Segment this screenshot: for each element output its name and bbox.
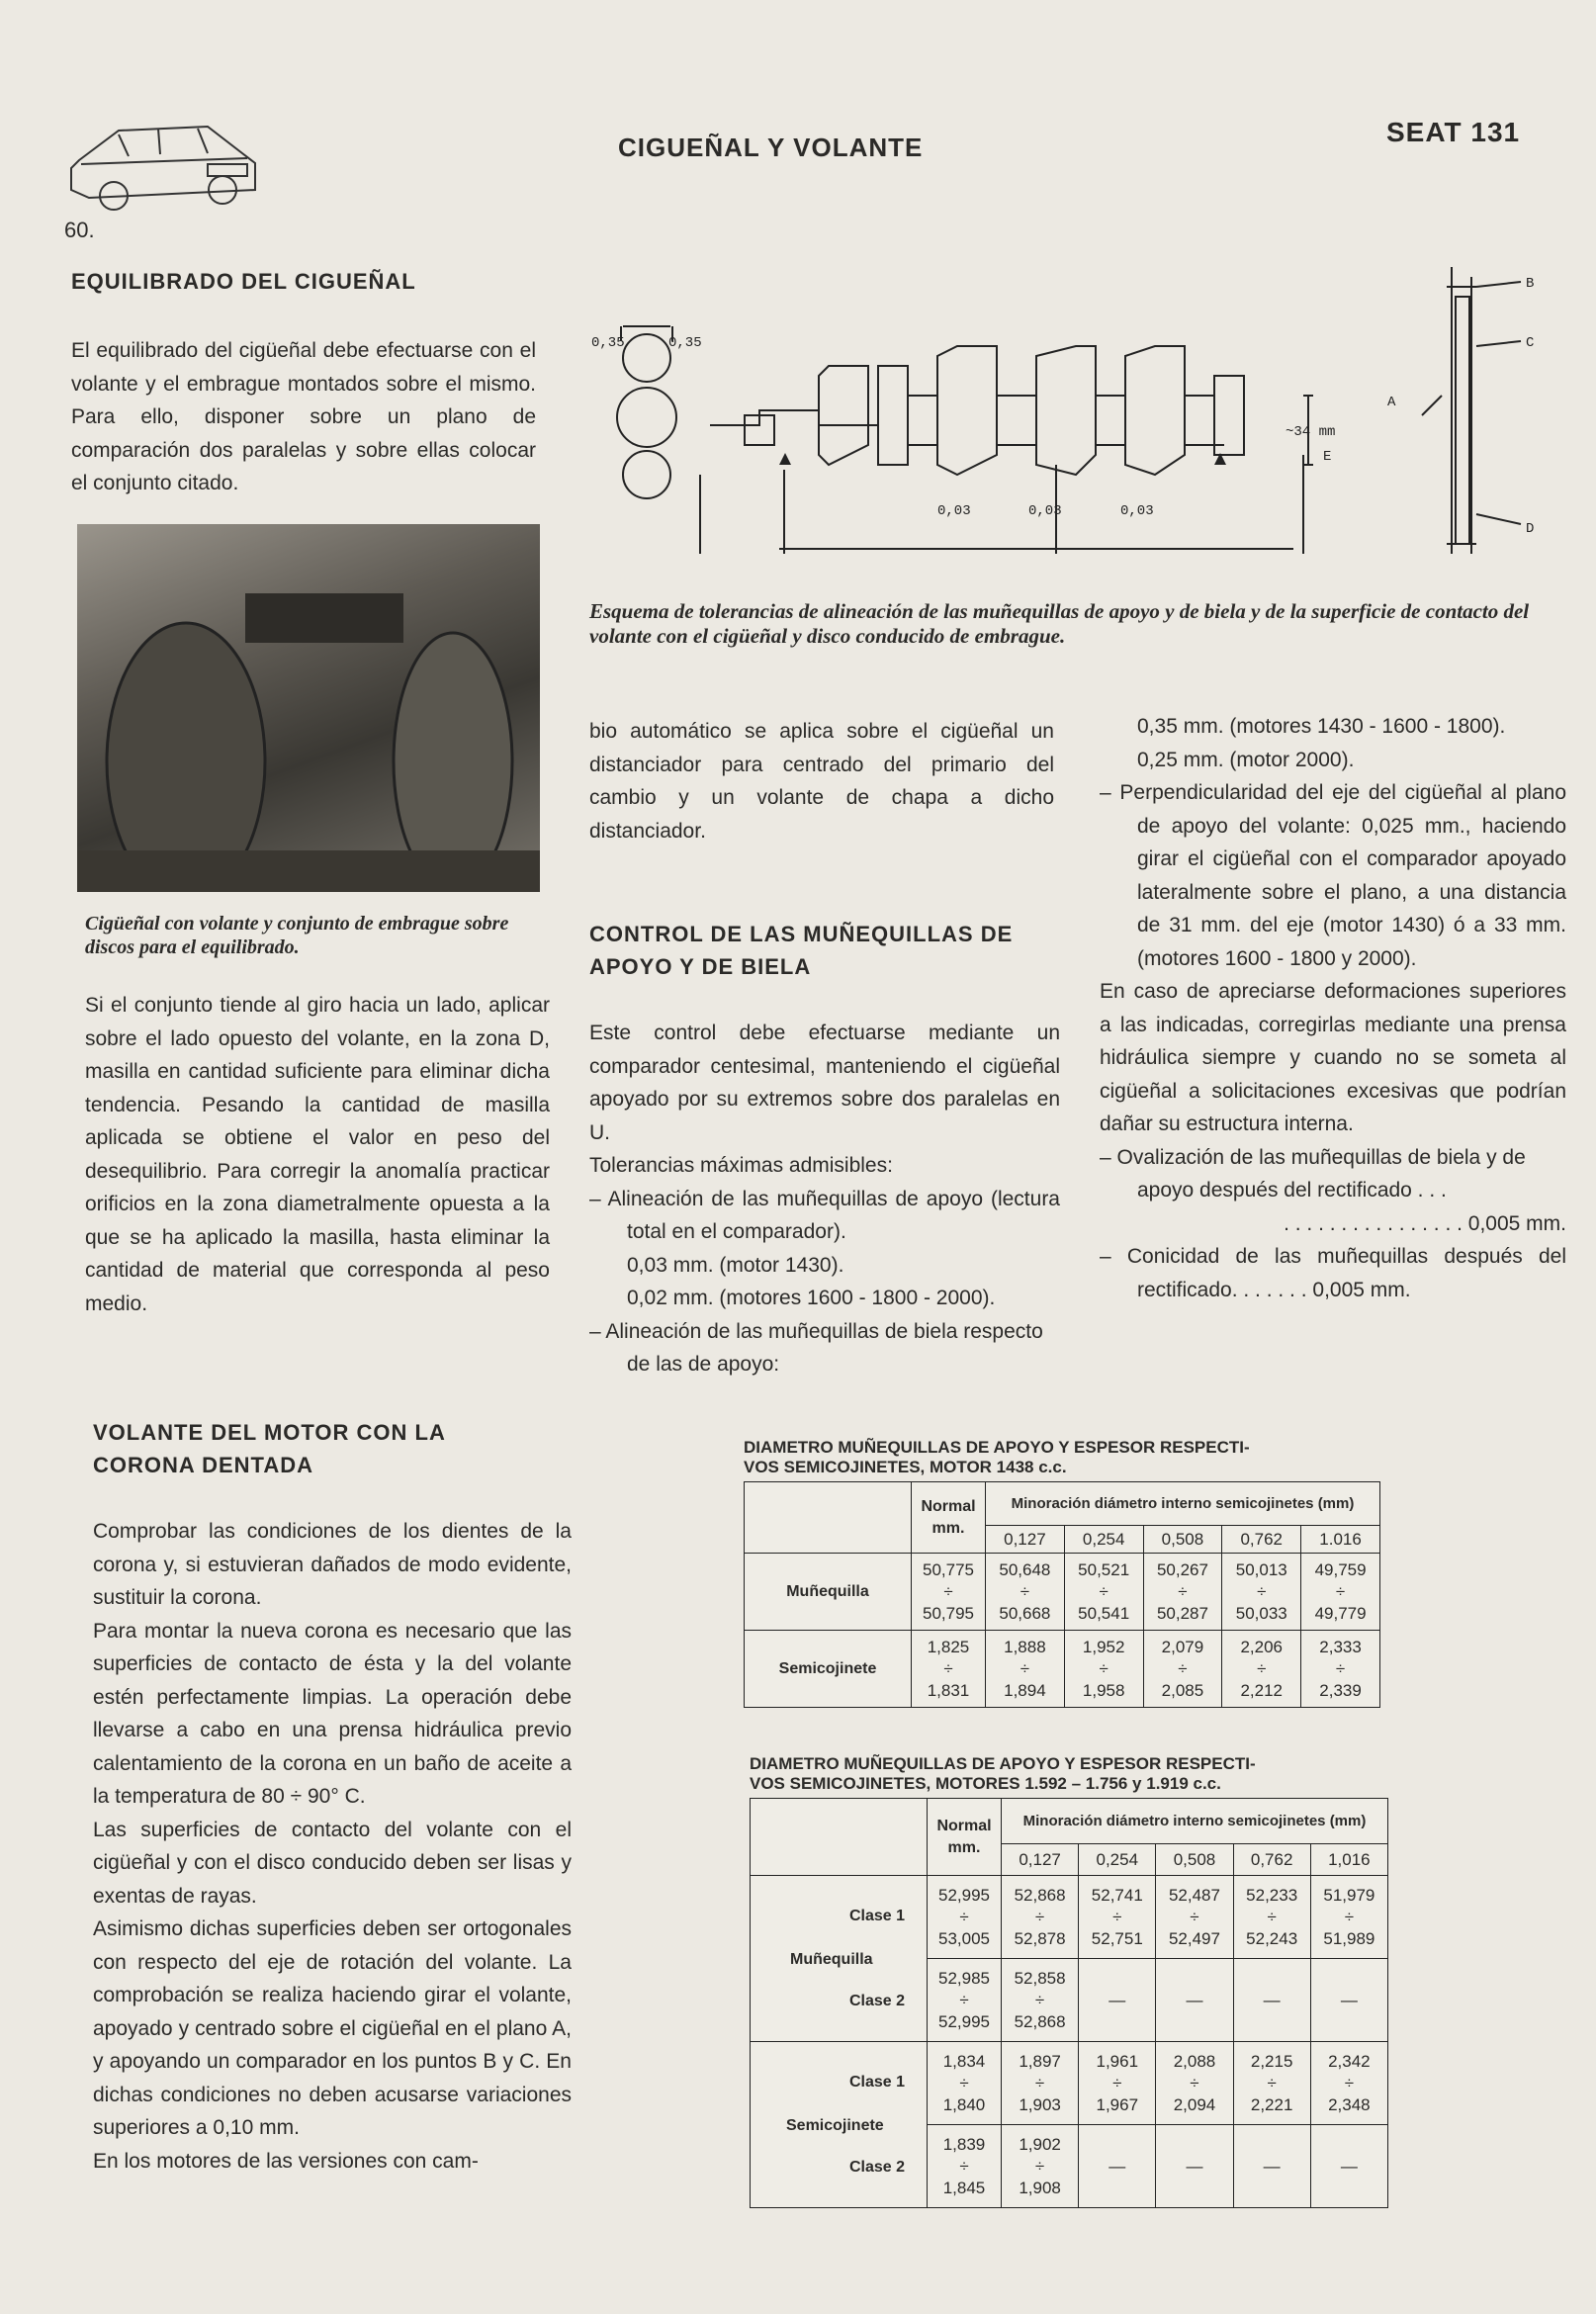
bullet-item: – Perpendicularidad del eje del cigüeñal al plano de apoyo del volante: 0,025 mm., haciendo girar el cigüeñal con el comparador apoyado lateralmente sobre el plano, a una distancia de 31 mm. del eje (motor 1430) ó a 33 mm. (motores 1600 - 1800 y 2000). xyxy=(1100,781,1566,970)
table-muñequillas-1592 xyxy=(750,1798,1388,2208)
paragraph: Comprobar las condiciones de los dientes de la corona y, si estuvieran dañados de modo evidente, sustituir la corona. xyxy=(93,1520,572,1609)
table-col-header: 0,508 xyxy=(1143,1526,1222,1554)
diagram-label-left-b: 0,35 xyxy=(668,335,702,351)
diagram-label-d: D xyxy=(1526,521,1535,537)
crankshaft-schematic xyxy=(581,267,1560,564)
bullet-value: . . . . . . . . . . . . . . . . 0,005 mm. xyxy=(1284,1211,1566,1235)
page-title: CIGUEÑAL Y VOLANTE xyxy=(618,133,924,162)
diagram-label-m2: 0,03 xyxy=(1028,503,1062,519)
table2-title-1: DIAMETRO MUÑEQUILLAS DE APOYO Y ESPESOR RESPECTI- xyxy=(750,1754,1256,1773)
diagram-label-c: C xyxy=(1526,335,1535,351)
bullet-sub: 0,02 mm. (motores 1600 - 1800 - 2000). xyxy=(627,1287,996,1309)
table-col-header: 0,127 xyxy=(1002,1844,1079,1876)
table-col-header: 1.016 xyxy=(1301,1526,1380,1554)
row-label-clase2: Clase 2 xyxy=(848,1993,905,2009)
bullet-item: – Alineación de las muñequillas de apoyo (lectura total en el comparador). xyxy=(589,1187,1060,1243)
diagram-caption: Esquema de tolerancias de alineación de las muñequillas de apoyo y de biela y de la superficie de contacto del volante con el cigüeñal y disco conducido de embrague. xyxy=(589,599,1530,648)
page-number: 60. xyxy=(64,218,95,242)
row-label-group: Muñequilla xyxy=(790,1951,873,1968)
section-title-control: CONTROL DE LAS MUÑEQUILLAS DE APOYO Y DE BIELA xyxy=(589,922,1014,979)
paragraph: Tolerancias máximas admisibles: xyxy=(589,1154,893,1177)
tolerance-diagram xyxy=(581,267,1560,564)
table-header-normal: Normal mm. xyxy=(928,1799,1002,1876)
table-muñequillas-1438 xyxy=(744,1481,1380,1708)
bullet-sub: 0,35 mm. (motores 1430 - 1600 - 1800). xyxy=(1137,715,1506,738)
row-label: Semicojinete xyxy=(745,1631,912,1708)
bullet-item: – Conicidad de las muñequillas después del rectificado. . . . . . . 0,005 mm. xyxy=(1100,1245,1566,1301)
table-row: Semicojinete 1,825 ÷ 1,831 1,888 ÷ 1,894 1,952 ÷ 1,958 2,079 ÷ 2,085 2,206 ÷ 2,212 2,333 ÷ 2,339 xyxy=(745,1631,1380,1708)
diagram-label-m3: 0,03 xyxy=(1120,503,1154,519)
table-col-header: 0,254 xyxy=(1079,1844,1156,1876)
table-col-header: 0,254 xyxy=(1064,1526,1143,1554)
car-logo xyxy=(59,99,267,222)
paragraph: Asimismo dichas superficies deben ser ortogonales con respecto del eje de rotación del volante. La comprobación se realiza haciendo girar el volante, apoyado y centrado sobre el cigüeñal en el plano A, y apoyando un comparador en los puntos B y C. En dichas condiciones no deben acusarse variaciones superiores a 0,10 mm. xyxy=(93,1917,572,2139)
table-col-header: 0,762 xyxy=(1233,1844,1310,1876)
table-header-minoracion: Minoración diámetro interno semicojinetes (mm) xyxy=(986,1482,1380,1526)
section-title-equilibrado: EQUILIBRADO DEL CIGUEÑAL xyxy=(71,269,416,294)
section1-text xyxy=(71,334,536,500)
table1-title-2: VOS SEMICOJINETES, MOTOR 1438 c.c. xyxy=(744,1458,1067,1476)
paragraph: Si el conjunto tiende al giro hacia un lado, aplicar sobre el lado opuesto del volante, en la zona D, masilla en cantidad suficiente para eliminar dicha tendencia. Pesando la cantidad de masilla aplicada se obtiene el valor en peso del desequilibrio. Para corregir la anomalía practicar orificios en la zona diametralmente opuesta a la que se ha aplicado la masilla, hasta eliminar la cantidad de material que corresponda al peso medio. xyxy=(85,994,550,1315)
table2-title-2: VOS SEMICOJINETES, MOTORES 1.592 – 1.756 y 1.919 c.c. xyxy=(750,1774,1221,1793)
bullet-sub: 0,25 mm. (motor 2000). xyxy=(1137,748,1355,771)
table-row: Clase 1 Muñequilla Clase 2 52,995 ÷ 53,005 52,868 ÷ 52,878 52,741 ÷ 52,751 52,487 ÷ 52,497 52,233 ÷ 52,243 51,979 ÷ 51,989 xyxy=(751,1876,1388,1959)
table-row: 1,839 ÷ 1,845 1,902 ÷ 1,908 — — — — xyxy=(751,2125,1388,2208)
table-header-minoracion: Minoración diámetro interno semicojinetes (mm) xyxy=(1002,1799,1388,1844)
column-2 xyxy=(589,715,1054,847)
table-col-header: 1,016 xyxy=(1310,1844,1387,1876)
diagram-label-left-a: 0,35 xyxy=(591,335,625,351)
bullet-sub: 0,03 mm. (motor 1430). xyxy=(627,1253,844,1277)
table-col-header: 0,508 xyxy=(1156,1844,1233,1876)
car-icon xyxy=(59,99,267,222)
column-2b xyxy=(589,1017,1060,1381)
diagram-label-e: E xyxy=(1323,449,1332,465)
table-col-header: 0,127 xyxy=(986,1526,1065,1554)
diagram-label-dim34: ~34 mm xyxy=(1286,424,1336,440)
table-col-header: 0,762 xyxy=(1222,1526,1301,1554)
paragraph: Este control debe efectuarse mediante un comparador centesimal, manteniendo el cigüeñal apoyado por su extremos sobre dos paralelas en U. xyxy=(589,1022,1060,1144)
table-header-normal: Normal mm. xyxy=(912,1482,986,1554)
diagram-label-a: A xyxy=(1387,395,1396,410)
table-row: 52,985 ÷ 52,995 52,858 ÷ 52,868 — — — — xyxy=(751,1959,1388,2042)
section-title-volante: VOLANTE DEL MOTOR CON LA CORONA DENTADA xyxy=(93,1420,446,1477)
row-label-clase1: Clase 1 xyxy=(848,1908,905,1924)
paragraph: En caso de apreciarse deformaciones superiores a las indicadas, corregirlas mediante una prensa hidráulica siempre y cuando no se someta al cigüeñal a solicitaciones excesivas que podrían dañar su estructura interna. xyxy=(1100,980,1566,1135)
paragraph: El equilibrado del cigüeñal debe efectuarse con el volante y el embrague montados sobre el mismo. Para ello, disponer sobre un plano de comparación dos paralelas y sobre ellas colocar el conjunto citado. xyxy=(71,339,536,494)
table-row: Muñequilla 50,775 ÷ 50,795 50,648 ÷ 50,668 50,521 ÷ 50,541 50,267 ÷ 50,287 50,013 ÷ 50,033 49,759 ÷ 49,779 xyxy=(745,1554,1380,1631)
crankshaft-photo xyxy=(77,524,540,892)
table-row: Clase 1 Semicojinete Clase 2 1,834 ÷ 1,840 1,897 ÷ 1,903 1,961 ÷ 1,967 2,088 ÷ 2,094 2,215 ÷ 2,221 2,342 ÷ 2,348 xyxy=(751,2042,1388,2125)
column-1 xyxy=(85,989,550,1320)
brand-label: SEAT 131 xyxy=(1386,117,1521,147)
paragraph: bio automático se aplica sobre el cigüeñal un distanciador para centrado del primario del cambio y un volante de chapa a dicho distanciador. xyxy=(589,720,1054,843)
row-label: Muñequilla xyxy=(745,1554,912,1631)
row-label-clase2: Clase 2 xyxy=(848,2159,905,2176)
row-label-clase1: Clase 1 xyxy=(848,2074,905,2091)
crankshaft-balancing-image xyxy=(77,524,540,892)
paragraph: Las superficies de contacto del volante con el cigüeñal y con el disco conducido deben ser lisas y exentas de rayas. xyxy=(93,1818,572,1908)
column-1b xyxy=(93,1515,572,2178)
row-label-group: Semicojinete xyxy=(786,2117,884,2134)
column-3 xyxy=(1100,710,1566,1306)
paragraph: En los motores de las versiones con cam- xyxy=(93,2149,479,2173)
diagram-label-b: B xyxy=(1526,276,1535,292)
bullet-item: – Alineación de las muñequillas de biela respecto de las de apoyo: xyxy=(589,1319,1043,1376)
paragraph: Para montar la nueva corona es necesario que las superficies de contacto de ésta y la del volante estén perfectamente limpias. La operación debe llevarse a cabo en una prensa hidráulica previo calentamiento de la corona en un baño de aceite a la temperatura de 80 ÷ 90° C. xyxy=(93,1619,572,1808)
table1-title-1: DIAMETRO MUÑEQUILLAS DE APOYO Y ESPESOR RESPECTI- xyxy=(744,1438,1250,1457)
diagram-label-m1: 0,03 xyxy=(937,503,971,519)
photo-caption: Cigüeñal con volante y conjunto de embrague sobre discos para el equilibrado. xyxy=(85,913,509,958)
bullet-item: – Ovalización de las muñequillas de biela y de apoyo después del rectificado . . . xyxy=(1100,1145,1526,1202)
